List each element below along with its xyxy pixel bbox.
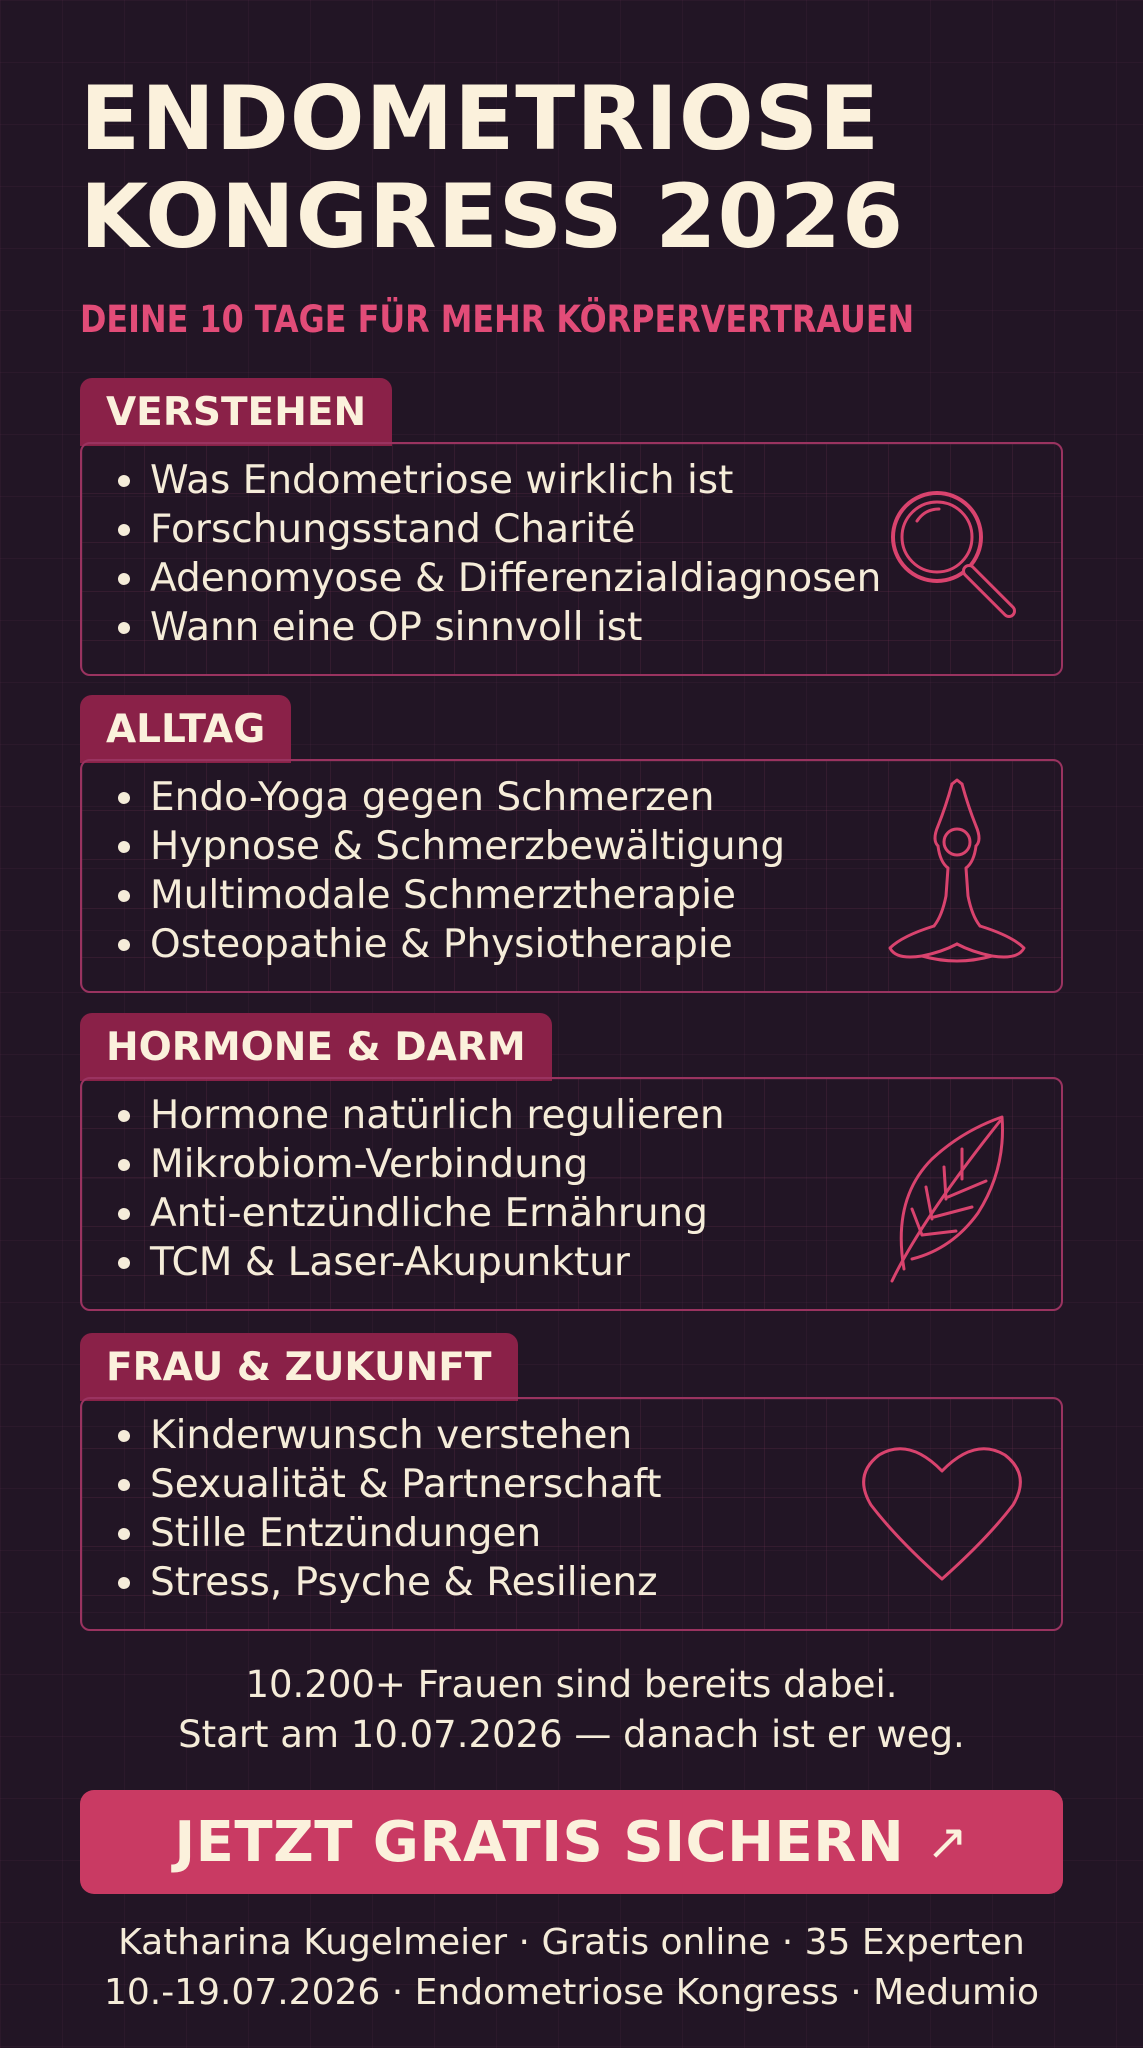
list-item: Multimodale Schmerztherapie (118, 871, 785, 920)
section-panel-hormone-darm (80, 1077, 1063, 1311)
list-item: Anti-entzündliche Ernährung (118, 1189, 725, 1238)
page-subtitle: DEINE 10 TAGE FÜR MEHR KÖRPERVERTRAUEN (80, 298, 915, 341)
footer (80, 1918, 1063, 2018)
cta-label: JETZT GRATIS SICHERN (174, 1809, 905, 1875)
section-tab-verstehen: VERSTEHEN (80, 378, 392, 446)
section-tab-hormone-darm: HORMONE & DARM (80, 1013, 552, 1081)
list-item: Kinderwunsch verstehen (118, 1411, 662, 1460)
list-item: Was Endometriose wirklich ist (118, 456, 881, 505)
list-item: Endo-Yoga gegen Schmerzen (118, 773, 785, 822)
list-item: Mikrobiom-Verbindung (118, 1140, 725, 1189)
topic-list (118, 1411, 662, 1607)
list-item: Hypnose & Schmerzbewältigung (118, 822, 785, 871)
topic-list (118, 773, 785, 969)
title-line-1: ENDOMETRIOSE (80, 67, 881, 170)
footer-line-2: 10.-19.07.2026 · Endometriose Kongress · Medumio (103, 1972, 1040, 2013)
social-proof-note (80, 1660, 1063, 1760)
leaf-icon (882, 1109, 1012, 1289)
list-item: TCM & Laser-Akupunktur (118, 1238, 725, 1287)
section-tab-alltag: ALLTAG (80, 695, 291, 763)
footer-line-1: Katharina Kugelmeier · Gratis online · 35 Experten (118, 1922, 1025, 1963)
list-item: Stress, Psyche & Resilienz (118, 1558, 662, 1607)
yoga-pose-icon (882, 776, 1032, 976)
section-panel-verstehen (80, 442, 1063, 676)
list-item: Sexualität & Partnerschaft (118, 1460, 662, 1509)
list-item: Wann eine OP sinnvoll ist (118, 603, 881, 652)
section-panel-alltag (80, 759, 1063, 993)
section-tab-frau-zukunft: FRAU & ZUKUNFT (80, 1333, 518, 1401)
topic-list (118, 456, 881, 652)
topic-list (118, 1091, 725, 1287)
page-title (80, 67, 1070, 268)
cta-button[interactable] (80, 1790, 1063, 1894)
arrow-up-right-icon: ↗ (926, 1813, 969, 1871)
list-item: Stille Entzündungen (118, 1509, 662, 1558)
list-item: Osteopathie & Physiotherapie (118, 920, 785, 969)
title-line-2: KONGRESS 2026 (80, 165, 905, 268)
section-panel-frau-zukunft (80, 1397, 1063, 1631)
list-item: Adenomyose & Differenzialdiagnosen (118, 554, 881, 603)
note-line-2: Start am 10.07.2026 — danach ist er weg. (178, 1713, 965, 1756)
list-item: Hormone natürlich regulieren (118, 1091, 725, 1140)
magnifier-icon (877, 479, 1027, 629)
heart-icon (857, 1439, 1027, 1589)
list-item: Forschungsstand Charité (118, 505, 881, 554)
note-line-1: 10.200+ Frauen sind bereits dabei. (245, 1663, 898, 1706)
